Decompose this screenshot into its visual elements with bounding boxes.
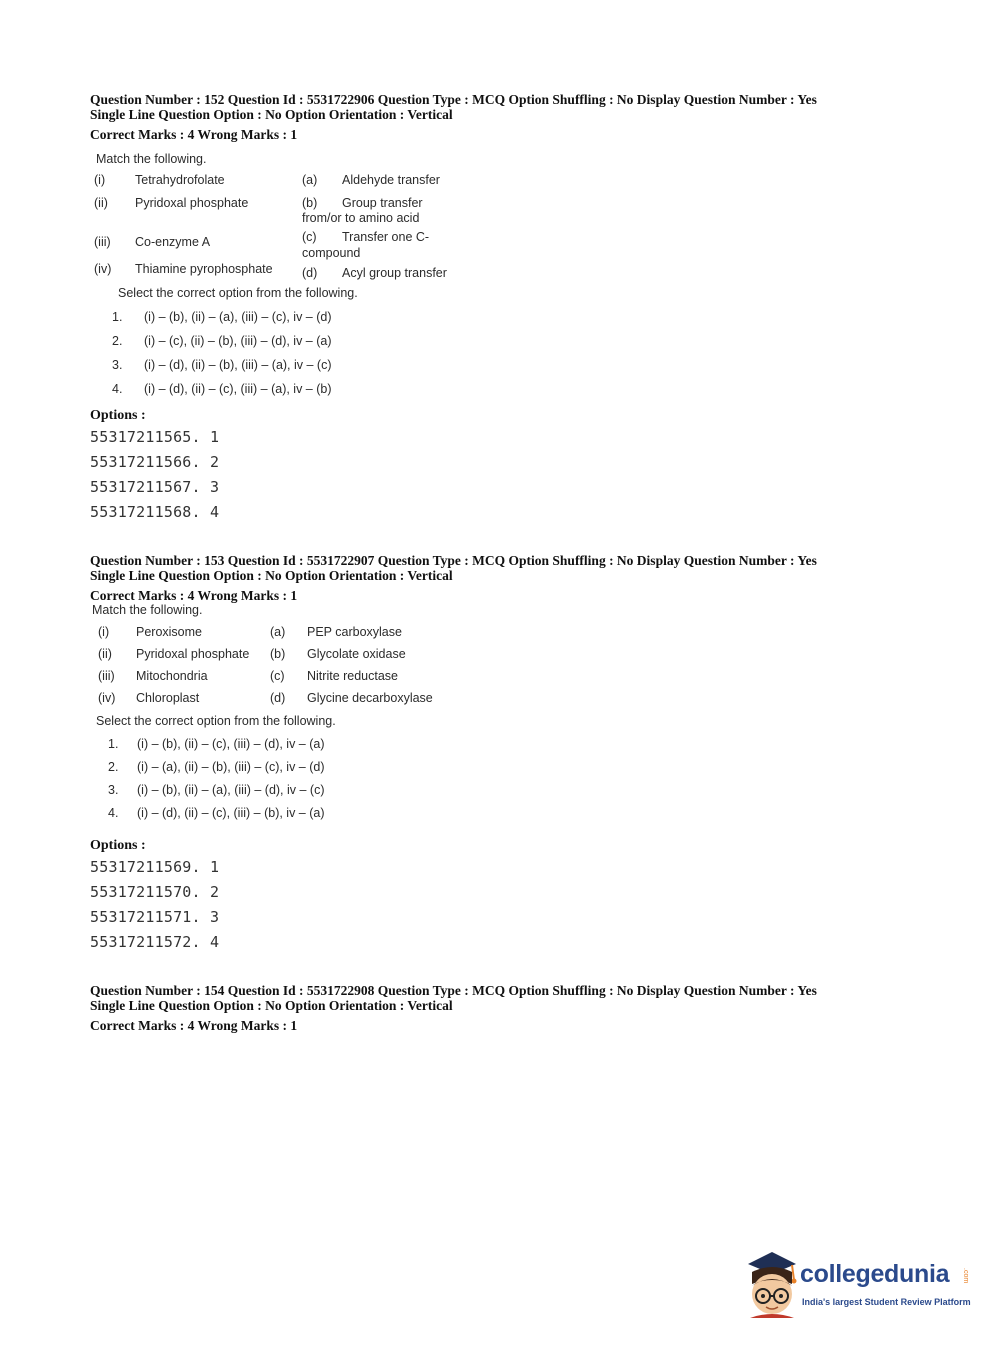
choice-number: 2. <box>108 760 119 774</box>
choice-text: (i) – (d), (ii) – (b), (iii) – (a), iv – (c) <box>144 358 332 372</box>
right-letter: (c) <box>302 230 317 244</box>
left-item: Pyridoxal phosphate <box>135 196 249 210</box>
right-item: Transfer one C- <box>342 230 430 244</box>
left-item: Thiamine pyrophosphate <box>135 262 273 276</box>
match-intro: Match the following. <box>96 152 207 166</box>
row-right: Nitrite reductase <box>307 669 399 683</box>
option-item: 55317211570. 2 <box>90 883 220 901</box>
choice-number: 4. <box>108 806 119 820</box>
row-num: (ii) <box>98 647 112 661</box>
right-letter: (a) <box>302 173 318 187</box>
left-item: Tetrahydrofolate <box>135 173 225 187</box>
row-left: Mitochondria <box>136 669 208 683</box>
brand-tagline: India's largest Student Review Platform <box>802 1297 971 1307</box>
option-item: 55317211565. 1 <box>90 428 220 446</box>
select-instruction: Select the correct option from the following. <box>96 714 336 728</box>
choice-text: (i) – (a), (ii) – (b), (iii) – (c), iv – (d) <box>137 760 325 774</box>
question-header-line2: Single Line Question Option : No Option Orientation : Vertical <box>90 107 453 122</box>
question-header-line1: Question Number : 154 Question Id : 5531722908 Question Type : MCQ Option Shuffling : No Display Question Number : Yes <box>90 983 817 998</box>
left-num: (iii) <box>94 235 111 249</box>
options-label: Options : <box>90 838 146 853</box>
question-header-line2: Single Line Question Option : No Option Orientation : Vertical <box>90 998 453 1013</box>
right-item-cont: from/or to amino acid <box>302 211 420 225</box>
right-item: Group transfer <box>342 196 423 210</box>
choice-number: 4. <box>112 382 123 396</box>
choice-number: 2. <box>112 334 123 348</box>
choice-number: 3. <box>108 783 119 797</box>
row-num: (iii) <box>98 669 115 683</box>
collegedunia-logo <box>742 1250 982 1320</box>
row-num: (i) <box>98 625 110 639</box>
question-header-line1: Question Number : 153 Question Id : 5531722907 Question Type : MCQ Option Shuffling : No Display Question Number : Yes <box>90 553 817 568</box>
select-instruction: Select the correct option from the following. <box>118 286 358 300</box>
marks-line: Correct Marks : 4 Wrong Marks : 1 <box>90 127 298 142</box>
question-header-line2: Single Line Question Option : No Option Orientation : Vertical <box>90 568 453 583</box>
left-num: (iv) <box>94 262 112 276</box>
row-left: Chloroplast <box>136 691 200 705</box>
choice-text: (i) – (c), (ii) – (b), (iii) – (d), iv – (a) <box>144 334 332 348</box>
row-letter: (d) <box>270 691 286 705</box>
row-letter: (a) <box>270 625 286 639</box>
question-image <box>90 603 910 843</box>
option-item: 55317211567. 3 <box>90 478 220 496</box>
question-152 <box>90 92 910 404</box>
question-image <box>90 144 910 404</box>
choice-text: (i) – (b), (ii) – (a), (iii) – (d), iv – (c) <box>137 783 325 797</box>
row-right: Glycine decarboxylase <box>307 691 433 705</box>
choice-text: (i) – (b), (ii) – (a), (iii) – (c), iv – (d) <box>144 310 332 324</box>
row-right: PEP carboxylase <box>307 625 402 639</box>
choice-number: 3. <box>112 358 123 372</box>
choice-text: (i) – (d), (ii) – (c), (iii) – (a), iv – (b) <box>144 382 332 396</box>
left-num: (i) <box>94 173 106 187</box>
mascot-icon <box>742 1250 802 1320</box>
choice-text: (i) – (b), (ii) – (c), (iii) – (d), iv – (a) <box>137 737 325 751</box>
choice-number: 1. <box>108 737 119 751</box>
row-left: Peroxisome <box>136 625 202 639</box>
question-header-line1: Question Number : 152 Question Id : 5531722906 Question Type : MCQ Option Shuffling : No Display Question Number : Yes <box>90 92 817 107</box>
brand-suffix: .com <box>962 1268 969 1284</box>
right-letter: (d) <box>302 266 318 280</box>
option-item: 55317211566. 2 <box>90 453 220 471</box>
right-item: Aldehyde transfer <box>342 173 440 187</box>
brand-name: collegedunia <box>800 1260 950 1288</box>
options-label: Options : <box>90 408 146 423</box>
row-left: Pyridoxal phosphate <box>136 647 250 661</box>
right-item-cont: compound <box>302 246 361 260</box>
choice-text: (i) – (d), (ii) – (c), (iii) – (b), iv – (a) <box>137 806 325 820</box>
option-item: 55317211568. 4 <box>90 503 220 521</box>
row-letter: (c) <box>270 669 285 683</box>
row-letter: (b) <box>270 647 286 661</box>
left-item: Co-enzyme A <box>135 235 211 249</box>
option-item: 55317211571. 3 <box>90 908 220 926</box>
option-item: 55317211572. 4 <box>90 933 220 951</box>
right-item: Acyl group transfer <box>342 266 447 280</box>
option-item: 55317211569. 1 <box>90 858 220 876</box>
match-intro: Match the following. <box>92 603 203 617</box>
marks-line: Correct Marks : 4 Wrong Marks : 1 <box>90 1018 298 1033</box>
choice-number: 1. <box>112 310 123 324</box>
marks-line: Correct Marks : 4 Wrong Marks : 1 <box>90 588 298 603</box>
row-right: Glycolate oxidase <box>307 647 406 661</box>
left-num: (ii) <box>94 196 108 210</box>
question-153 <box>90 553 910 843</box>
row-num: (iv) <box>98 691 116 705</box>
question-154 <box>90 983 910 1033</box>
right-letter: (b) <box>302 196 318 210</box>
